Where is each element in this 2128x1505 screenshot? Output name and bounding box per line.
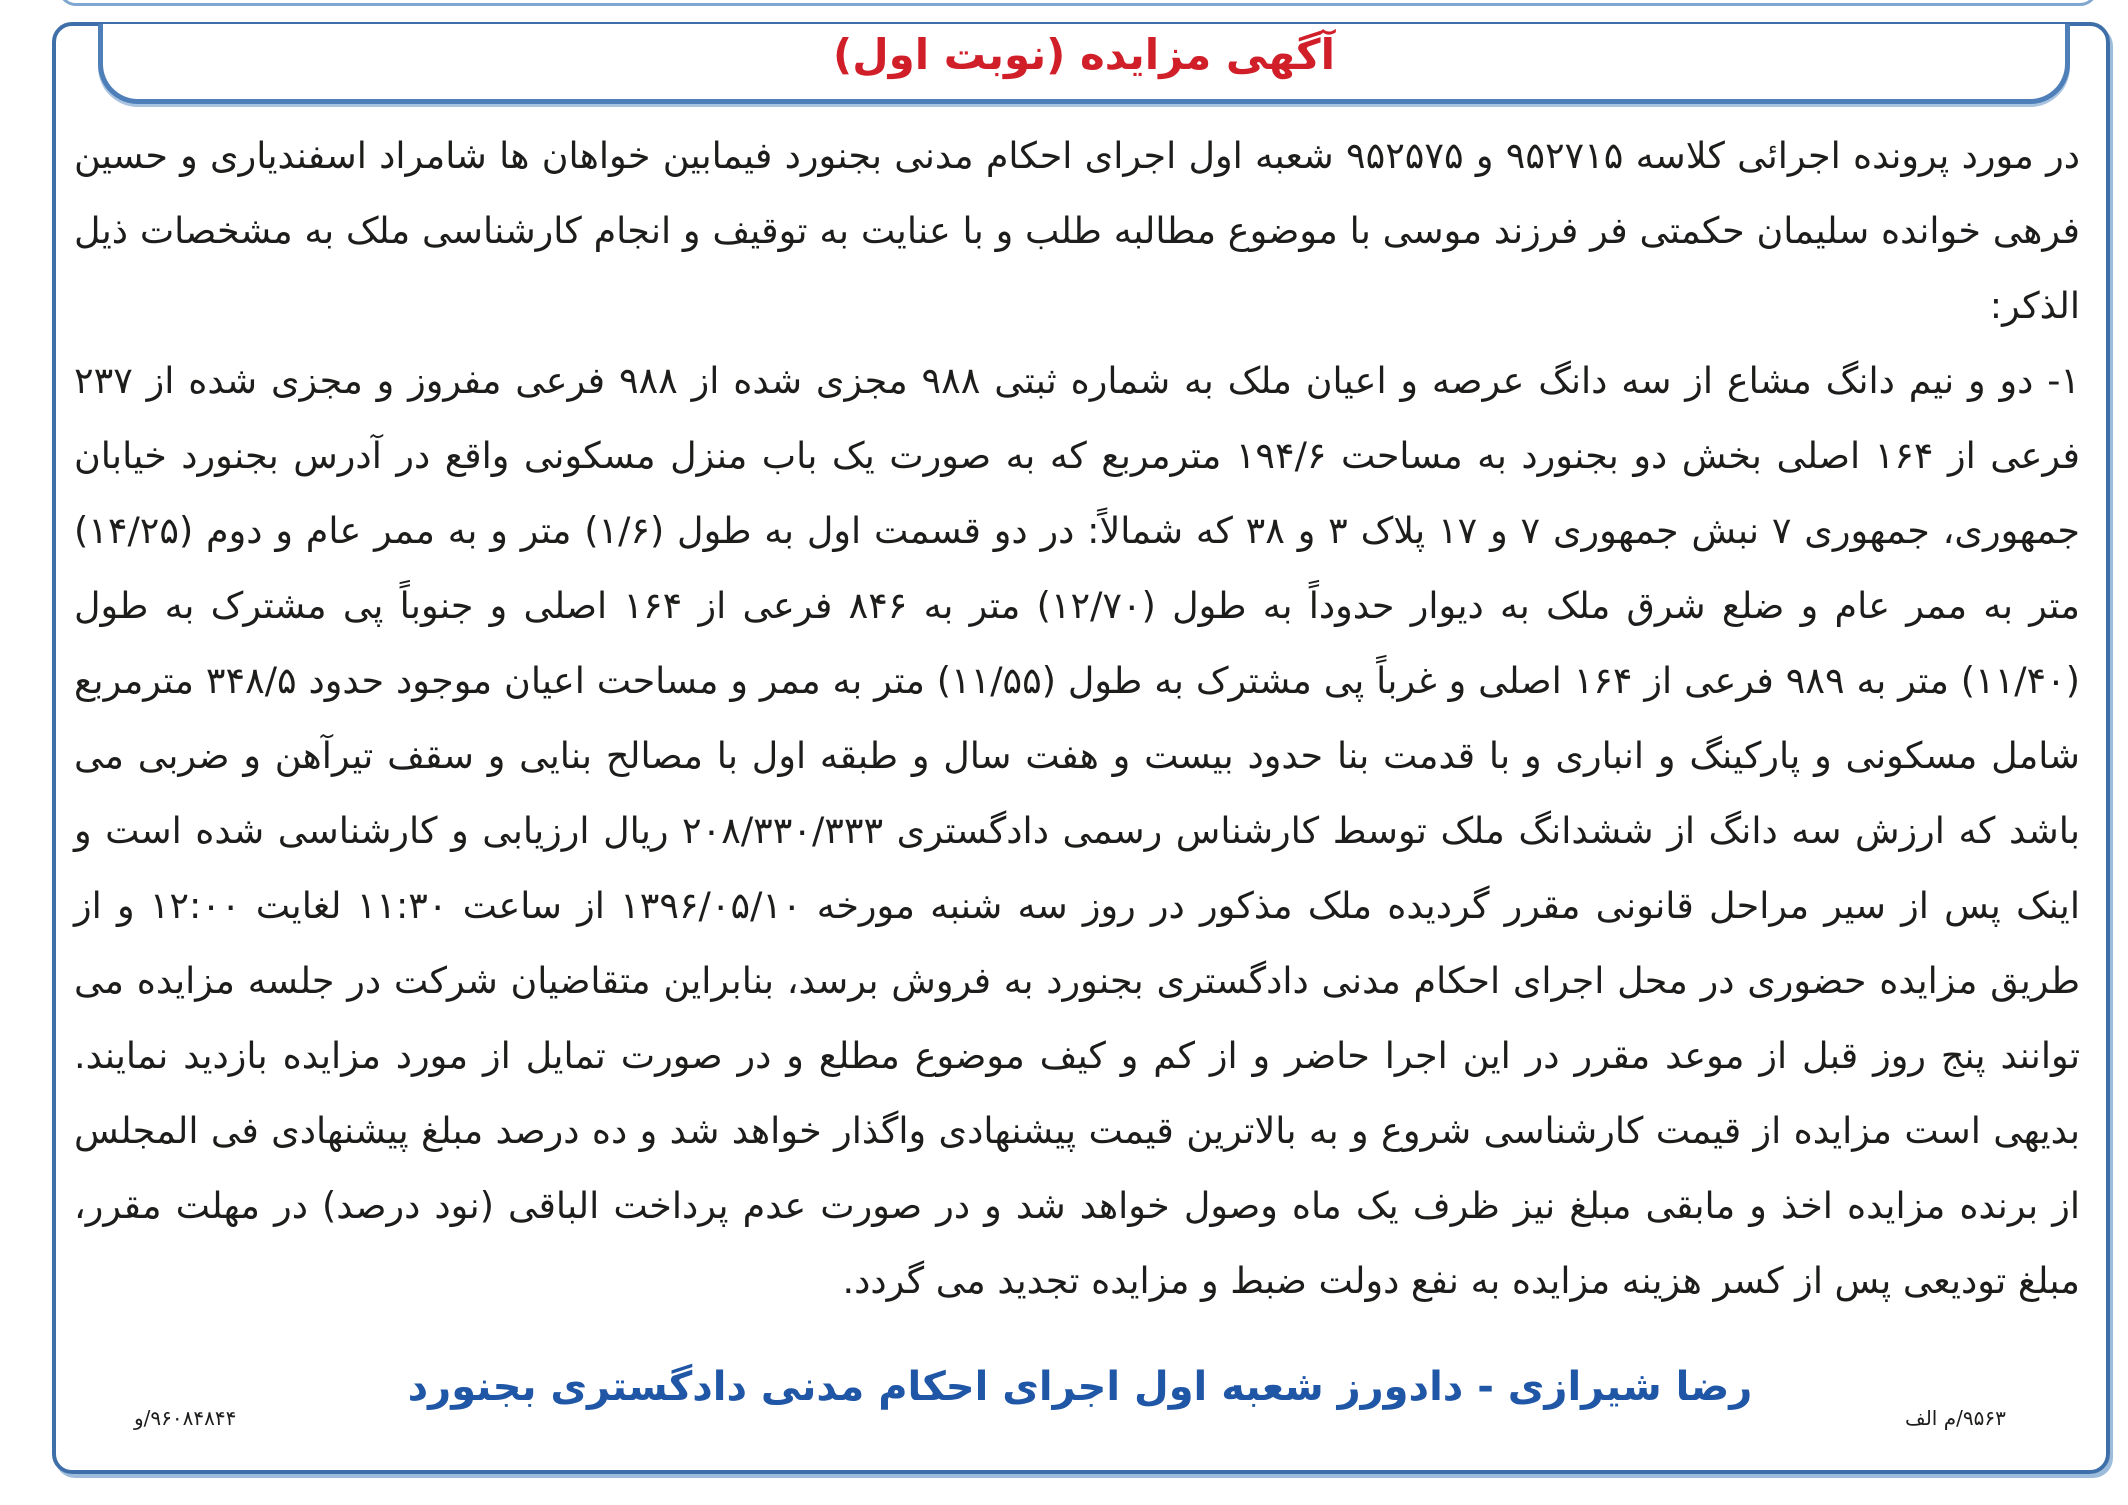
main-paragraph: ۱- دو و نیم دانگ مشاع از سه دانگ عرصه و اعیان ملک به شماره ثبتی ۹۸۸ مجزی شده از ۹۸۸ فرعی مفروز و مجزی شده از ۲۳۷ فرعی از ۱۶۴ اصلی بخش دو بجنورد به مساحت ۱۹۴/۶ مترمربع که به صورت یک باب منزل مسکونی واقع در آدرس بجنورد خیابان جمهوری، جمهوری ۷ نبش جمهوری ۷ و ۱۷ پلاک ۳ و ۳۸ که شمالاً: در دو قسمت اول به طول (۱/۶) متر و به ممر عام و دوم (۱۴/۲۵) متر به ممر عام و ضلع شرق ملک به دیوار حدوداً به طول (۱۲/۷۰) متر به ۸۴۶ فرعی از ۱۶۴ اصلی و جنوباً پی مشترک به طول (۱۱/۴۰) متر به ۹۸۹ فرعی از ۱۶۴ اصلی و غرباً پی مشترک به طول (۱۱/۵۵) متر به ممر و مساحت اعیان موجود حدود ۳۴۸/۵ مترمربع شامل مسکونی و پارکینگ و انباری و با قدمت بنا حدود بیست و هفت سال و طبقه اول با مصالح بنایی و سقف تیرآهن و ضربی می باشد که ارزش سه دانگ از ششدانگ ملک توسط کارشناس رسمی دادگستری ۲۰۸/۳۳۰/۳۳۳ ریال ارزیابی و کارشناسی شده است و اینک پس از سیر مراحل قانونی مقرر گردیده ملک مذکور در روز سه شنبه مورخه ۱۳۹۶/۰۵/۱۰ از ساعت ۱۱:۳۰ لغایت ۱۲:۰۰ و از طریق مزایده حضوری در محل اجرای احکام مدنی دادگستری بجنورد به فروش برسد، بنابراین متقاضیان شرکت در جلسه مزایده می توانند پنج روز قبل از موعد مقرر در این اجرا حاضر و از کم و کیف موضوع مطلع و در صورت تمایل از مورد مزایده بازدید نمایند. بدیهی است مزایده از قیمت کارشناسی شروع و به بالاترین قیمت پیشنهادی واگذار خواهد شد و ده درصد مبلغ پیشنهادی فی المجلس از برنده مزایده اخذ و مابقی مبلغ نیز ظرف یک ماه وصول خواهد شد و در صورت عدم پرداخت الباقی (نود درصد) در مهلت مقرر، مبلغ تودیعی پس از کسر هزینه مزایده به نفع دولت ضبط و مزایده تجدید می گردد. (74, 359, 2080, 1302)
reference-code-right: ۹۵۶۳/م الف (1905, 1406, 2006, 1430)
notice-title: آگهی مزایده (نوبت اول) (833, 30, 1335, 79)
signature-line: رضا شیرازی - دادورز شعبه اول اجرای احکام مدنی دادگستری بجنورد (407, 1364, 1753, 1410)
notice-body (74, 118, 2080, 1318)
intro-paragraph: در مورد پرونده اجرائی کلاسه ۹۵۲۷۱۵ و ۹۵۲۵۷۵ شعبه اول اجرای احکام مدنی بجنورد فیمابین خواهان ها شامراد اسفندیاری و حسین فرهی خوانده سلیمان حکمتی فر فرزند موسی با موضوع مطالبه طلب و با عنایت به توقیف و انجام کارشناسی ملک به مشخصات ذیل الذکر: (74, 134, 2080, 327)
previous-notice-border (58, 0, 2098, 6)
reference-code-left: ۹۶۰۸۴۸۴۴/و (134, 1406, 237, 1430)
title-banner (98, 24, 2070, 104)
